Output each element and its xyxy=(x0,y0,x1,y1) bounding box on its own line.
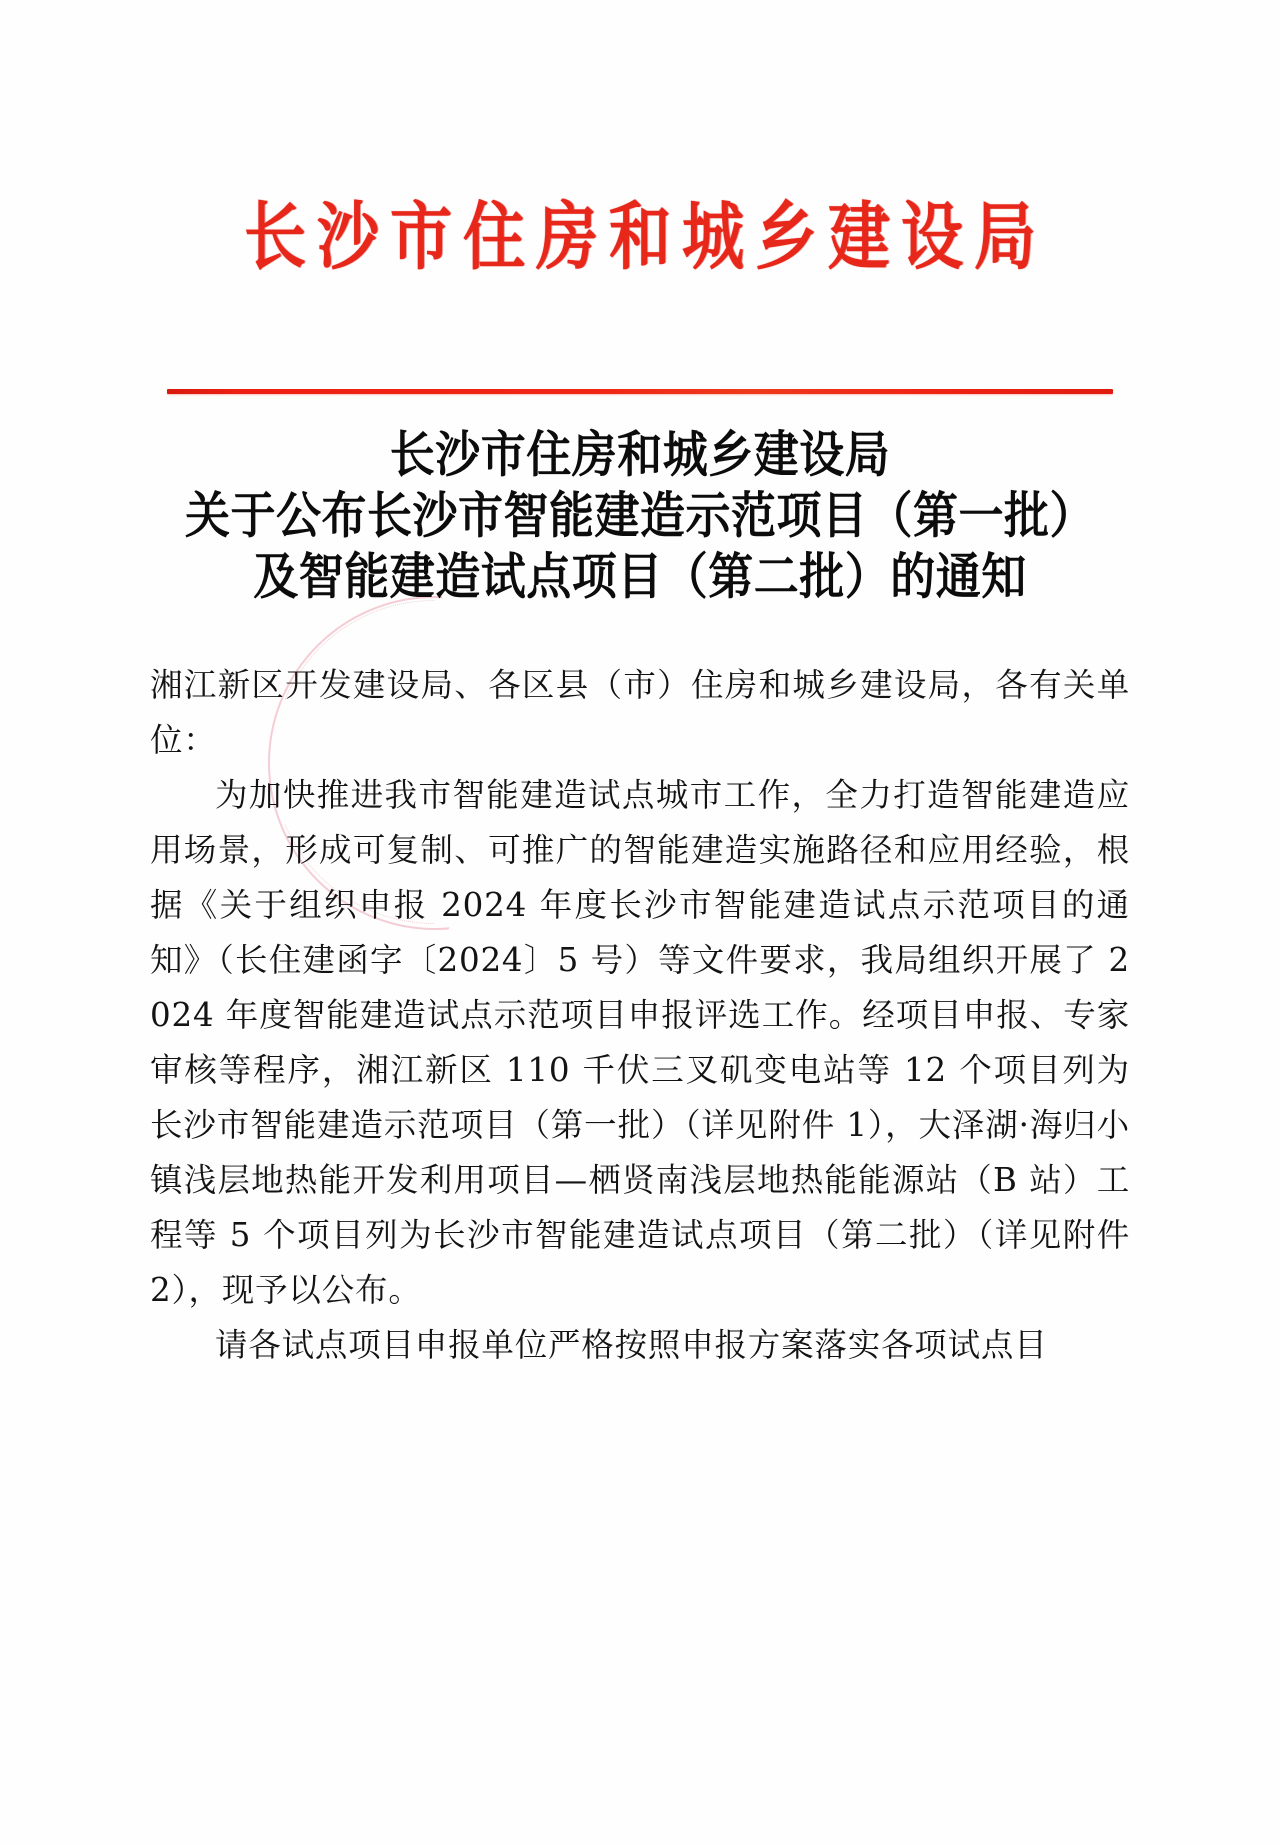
document-title-line-2: 关于公布长沙市智能建造示范项目（第一批） xyxy=(184,486,1095,545)
body-paragraph-2: 请各试点项目申报单位严格按照申报方案落实各项试点目 xyxy=(215,1326,1048,1364)
document-title xyxy=(0,424,1280,607)
red-rule-line xyxy=(167,389,1113,394)
document-title-line-3: 及智能建造试点项目（第二批）的通知 xyxy=(253,547,1027,606)
letterhead-title: 长沙市住房和城乡建设局 xyxy=(243,193,1047,280)
body-paragraph-1: 为加快推进我市智能建造试点城市工作，全力打造智能建造应用场景，形成可复制、可推广的智能建造实施路径和应用经验，根据《关于组织申报 2024 年度长沙市智能建造试点示范项目的通知》（长住建函字〔2024〕5 号）等文件要求，我局组织开展了 2024 年度智能建造试点示范项目申报评选工作。经项目申报、专家审核等程序，湘江新区 110 千伏三叉矶变电站等 12 个项目列为长沙市智能建造示范项目（第一批）（详见附件 1），大泽湖·海归小镇浅层地热能开发利用项目—栖贤南浅层地热能能源站（B 站）工程等 5 个项目列为长沙市智能建造试点项目（第二批）（详见附件 2），现予以公布。 xyxy=(150,776,1130,1309)
document-title-line-1: 长沙市住房和城乡建设局 xyxy=(389,425,891,484)
letterhead-red-rule xyxy=(167,389,1113,396)
document-body xyxy=(150,658,1130,1373)
recipient-line: 湘江新区开发建设局、各区县（市）住房和城乡建设局，各有关单位： xyxy=(150,666,1130,759)
letterhead xyxy=(0,193,1280,280)
